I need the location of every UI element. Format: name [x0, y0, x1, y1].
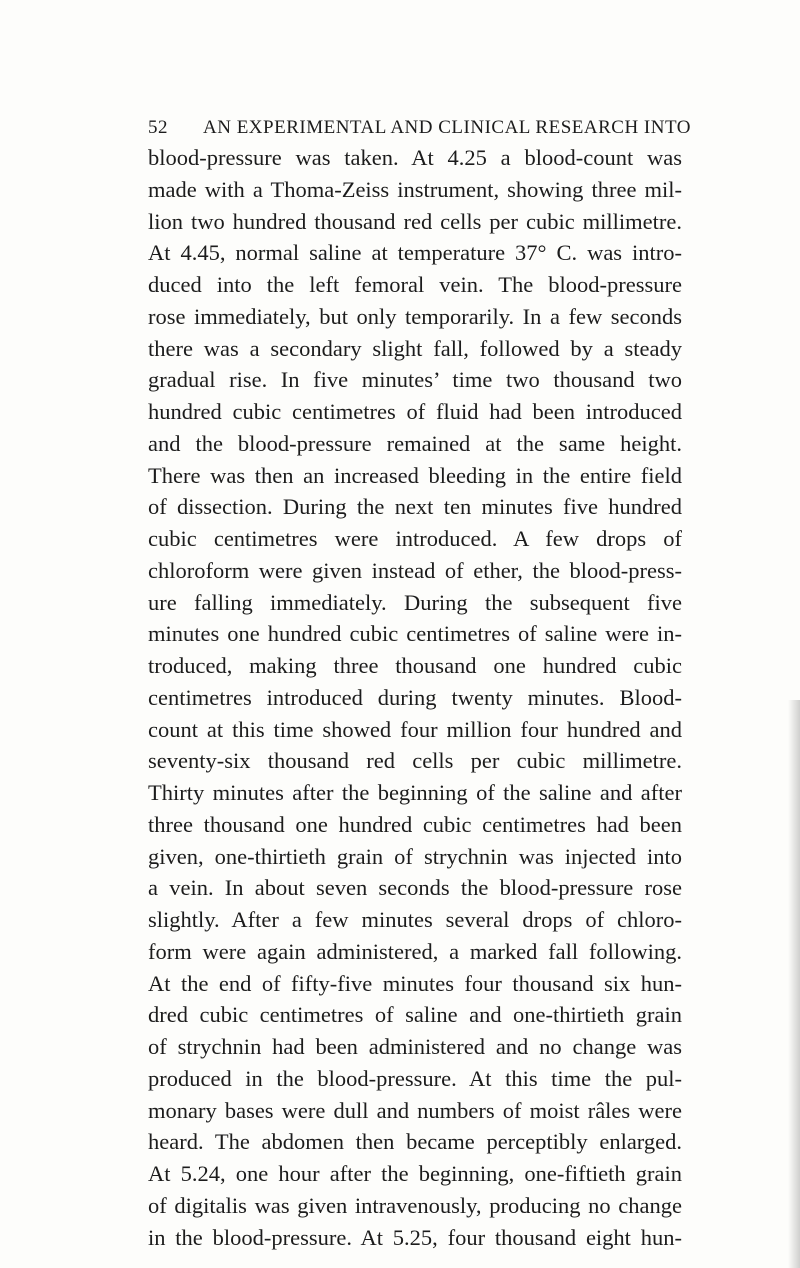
text-line: seventy-six thousand red cells per cubic millimetre. — [148, 748, 682, 774]
text-line: cubic centimetres were introduced. A few drops of — [148, 526, 682, 551]
text-line: a vein. In about seven seconds the blood-pressure rose — [148, 875, 682, 901]
text-line: duced into the left femoral vein. The blood-pressure — [148, 272, 682, 297]
text-line: and the blood-pressure remained at the same height. — [148, 430, 682, 456]
running-head: AN EXPERIMENTAL AND CLINICAL RESEARCH INTO — [203, 117, 691, 138]
text-line: At the end of fifty-five minutes four thousand six hun- — [148, 970, 682, 996]
text-line: slightly. After a few minutes several drops of chloro- — [148, 907, 682, 932]
text-line: There was then an increased bleeding in the entire field — [148, 462, 682, 488]
text-line: count at this time showed four million four hundred and — [148, 716, 682, 742]
text-line: blood-pressure was taken. At 4.25 a blood-count was — [148, 145, 682, 170]
text-line: minutes one hundred cubic centimetres of saline were in- — [148, 621, 682, 647]
text-line: chloroform were given instead of ether, the blood-press- — [148, 557, 682, 583]
text-line: troduced, making three thousand one hundred cubic — [148, 653, 682, 678]
text-line: of digitalis was given intravenously, producing no change — [148, 1192, 682, 1218]
page-edge-shadow — [788, 700, 800, 1268]
page-number: 52 — [148, 117, 168, 138]
text-line: three thousand one hundred cubic centimetres had been — [148, 811, 682, 837]
text-line: hundred cubic centimetres of fluid had been introduced — [148, 399, 682, 424]
text-line: gradual rise. In five minutes’ time two thousand two — [148, 367, 682, 393]
text-line: made with a Thoma-Zeiss instrument, showing three mil- — [148, 176, 682, 202]
text-line: of strychnin had been administered and no change was — [148, 1034, 682, 1059]
text-line: Thirty minutes after the beginning of the saline and after — [148, 780, 682, 805]
page-header — [148, 117, 691, 145]
text-line: At 5.24, one hour after the beginning, one-fiftieth grain — [148, 1161, 682, 1186]
text-line: lion two hundred thousand red cells per cubic millimetre. — [148, 208, 682, 234]
body-text — [148, 142, 682, 1253]
text-line: given, one-thirtieth grain of strychnin was injected into — [148, 843, 682, 869]
text-line: there was a secondary slight fall, followed by a steady — [148, 335, 682, 361]
text-line: produced in the blood-pressure. At this time the pul- — [148, 1065, 682, 1091]
text-line: form were again administered, a marked fall following. — [148, 938, 682, 964]
text-line: At 4.45, normal saline at temperature 37° C. was intro- — [148, 240, 682, 266]
text-line: in the blood-pressure. At 5.25, four thousand eight hun- — [148, 1224, 682, 1250]
text-line: centimetres introduced during twenty minutes. Blood- — [148, 684, 682, 710]
text-line: rose immediately, but only temporarily. In a few seconds — [148, 303, 682, 329]
text-line: ure falling immediately. During the subsequent five — [148, 589, 682, 615]
text-line: monary bases were dull and numbers of moist râles were — [148, 1097, 682, 1123]
text-line: of dissection. During the next ten minutes five hundred — [148, 494, 682, 520]
text-line: heard. The abdomen then became perceptibly enlarged. — [148, 1129, 682, 1155]
text-line: dred cubic centimetres of saline and one-thirtieth grain — [148, 1002, 682, 1028]
